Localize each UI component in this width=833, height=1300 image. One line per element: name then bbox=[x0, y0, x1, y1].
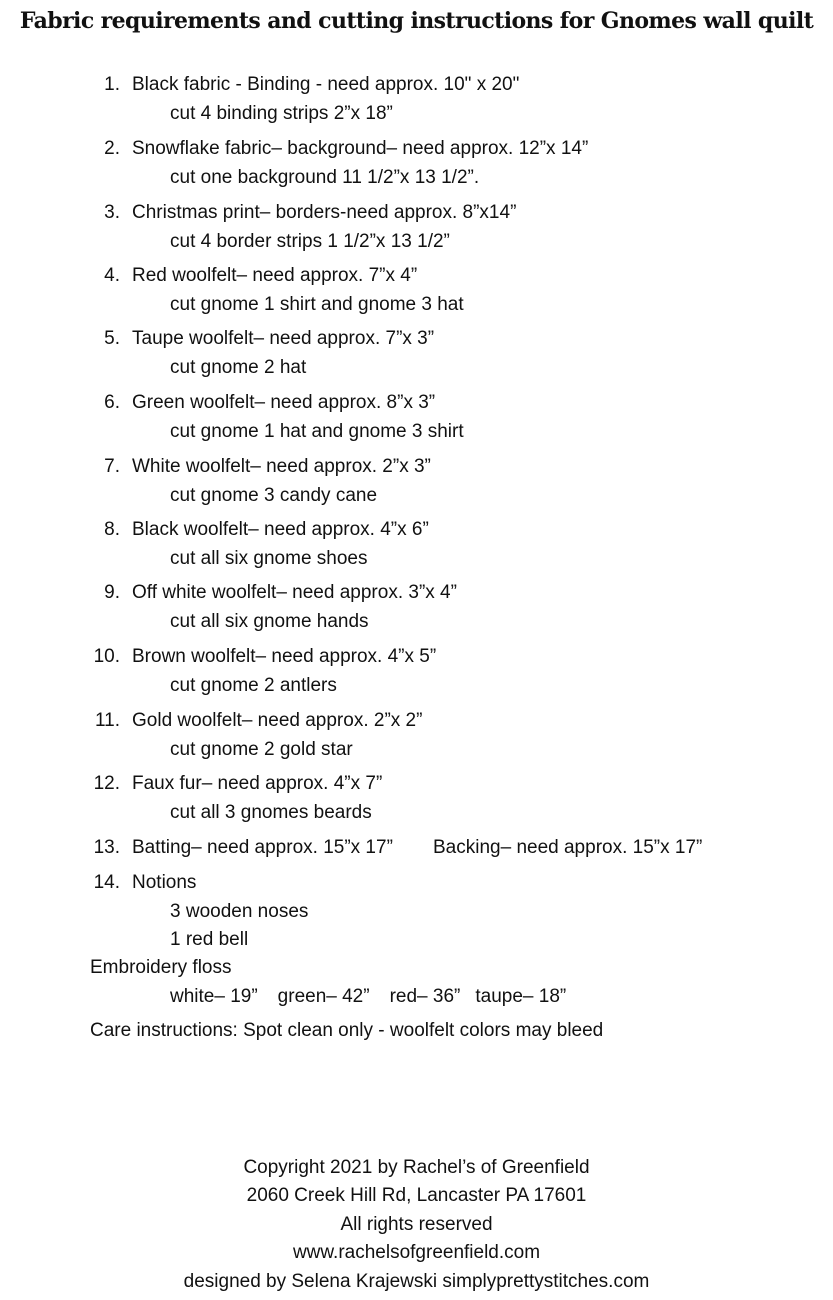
item-requirement: Faux fur– need approx. 4”x 7” bbox=[132, 773, 383, 794]
item-cutting-instruction: cut gnome 1 hat and gnome 3 shirt bbox=[170, 421, 464, 442]
item-cutting-instruction: cut gnome 2 gold star bbox=[170, 739, 353, 760]
floss-value: green– 42” bbox=[277, 986, 370, 1007]
embroidery-floss-list bbox=[170, 986, 566, 1008]
item-number: 12. bbox=[93, 773, 120, 794]
item-number: 14. bbox=[93, 872, 120, 893]
floss-value: white– 19” bbox=[170, 986, 258, 1007]
website-line: www.rachelsofgreenfield.com bbox=[292, 1242, 541, 1263]
item-number: 7. bbox=[104, 456, 120, 477]
item-cutting-instruction: cut gnome 3 candy cane bbox=[170, 485, 378, 506]
item-cutting-instruction: cut gnome 2 hat bbox=[170, 357, 307, 378]
item-number: 13. bbox=[93, 837, 120, 858]
floss-value: red– 36” bbox=[389, 986, 461, 1007]
item-number: 4. bbox=[104, 265, 120, 286]
item-cutting-instruction: cut one background 11 1/2”x 13 1/2”. bbox=[170, 167, 480, 188]
item-requirement: Off white woolfelt– need approx. 3”x 4” bbox=[132, 582, 457, 603]
item-requirement: Black woolfelt– need approx. 4”x 6” bbox=[132, 519, 429, 540]
item-cutting-instruction: cut 4 border strips 1 1/2”x 13 1/2” bbox=[170, 231, 450, 252]
item-number: 3. bbox=[104, 202, 120, 223]
item-number: 1. bbox=[104, 74, 120, 95]
item-backing-requirement: Backing– need approx. 15”x 17” bbox=[433, 837, 703, 858]
item-requirement: Christmas print– borders-need approx. 8”x14” bbox=[132, 202, 517, 223]
item-number: 6. bbox=[104, 392, 120, 413]
item-number: 8. bbox=[104, 519, 120, 540]
item-requirement: Red woolfelt– need approx. 7”x 4” bbox=[132, 265, 418, 286]
item-cutting-instruction: cut all six gnome shoes bbox=[170, 548, 368, 569]
item-number: 2. bbox=[104, 138, 120, 159]
floss-value: taupe– 18” bbox=[475, 986, 567, 1007]
copyright-line: Copyright 2021 by Rachel’s of Greenfield bbox=[243, 1157, 590, 1178]
item-cutting-instruction: cut 4 binding strips 2”x 18” bbox=[170, 103, 393, 124]
item-number: 11. bbox=[94, 710, 120, 731]
item-requirement: White woolfelt– need approx. 2”x 3” bbox=[132, 456, 431, 477]
item-requirement: Gold woolfelt– need approx. 2”x 2” bbox=[132, 710, 423, 731]
designer-line: designed by Selena Krajewski simplyprettystitches.com bbox=[183, 1271, 650, 1292]
item-requirement: Green woolfelt– need approx. 8”x 3” bbox=[132, 392, 436, 413]
item-notion: 3 wooden noses bbox=[170, 901, 309, 922]
item-requirement: Taupe woolfelt– need approx. 7”x 3” bbox=[132, 328, 435, 349]
page-title: Fabric requirements and cutting instructions for Gnomes wall quilt bbox=[19, 8, 814, 34]
item-requirement: Notions bbox=[132, 872, 197, 893]
item-cutting-instruction: cut all 3 gnomes beards bbox=[170, 802, 372, 823]
item-number: 9. bbox=[104, 582, 120, 603]
item-requirement: Brown woolfelt– need approx. 4”x 5” bbox=[132, 646, 437, 667]
item-cutting-instruction: cut gnome 2 antlers bbox=[170, 675, 337, 696]
item-requirement: Snowflake fabric– background– need approx. 12”x 14” bbox=[132, 138, 589, 159]
item-requirement: Black fabric - Binding - need approx. 10" x 20" bbox=[132, 74, 520, 95]
item-number: 10. bbox=[93, 646, 120, 667]
item-number: 5. bbox=[104, 328, 120, 349]
address-line: 2060 Creek Hill Rd, Lancaster PA 17601 bbox=[246, 1185, 587, 1206]
item-cutting-instruction: cut all six gnome hands bbox=[170, 611, 369, 632]
rights-line: All rights reserved bbox=[340, 1214, 493, 1235]
care-instructions: Care instructions: Spot clean only - woolfelt colors may bleed bbox=[90, 1020, 604, 1041]
embroidery-floss-label: Embroidery floss bbox=[90, 957, 232, 978]
item-cutting-instruction: cut gnome 1 shirt and gnome 3 hat bbox=[170, 294, 464, 315]
item-notion: 1 red bell bbox=[170, 929, 249, 950]
item-requirement: Batting– need approx. 15”x 17” bbox=[132, 837, 393, 858]
